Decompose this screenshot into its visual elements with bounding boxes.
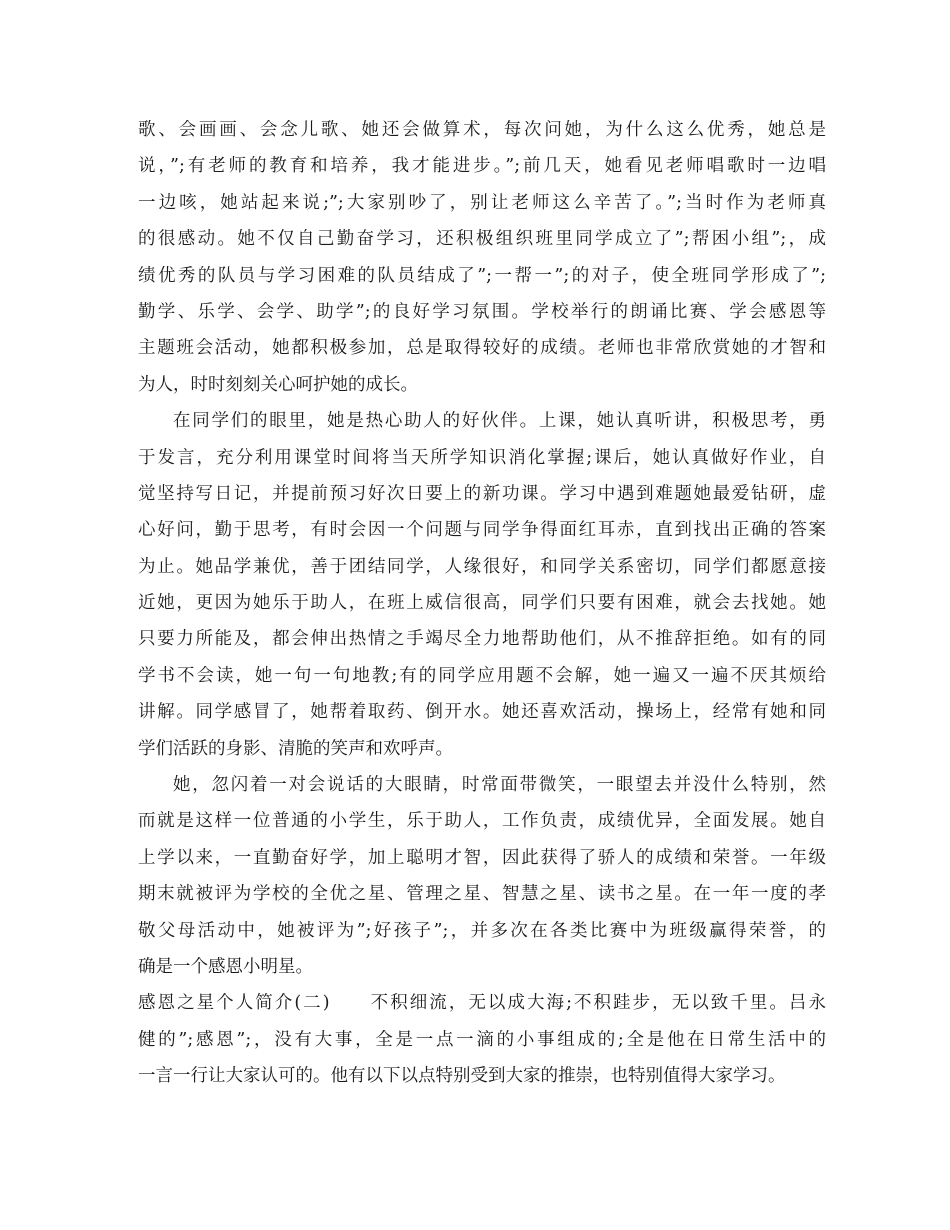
text-line: 一言一行让大家认可的。他有以下以点特别受到大家的推崇，也特别值得大家学习。 bbox=[138, 1066, 786, 1087]
text-line: 主题班会活动，她都积极参加，总是取得较好的成绩。老师也非常欣赏她的才智和 bbox=[138, 338, 826, 359]
text-line: 健的”;感恩”;，没有大事，全是一点一滴的小事组成的;全是他在日常生活中的 bbox=[138, 1029, 826, 1050]
paragraph bbox=[138, 403, 826, 767]
text-line: 期末就被评为学校的全优之星、管理之星、智慧之星、读书之星。在一年一度的孝 bbox=[138, 884, 826, 905]
paragraph bbox=[138, 112, 826, 403]
text-line: 歌、会画画、会念儿歌、她还会做算术，每次问她，为什么这么优秀，她总是 bbox=[138, 120, 826, 140]
text-line: 学们活跃的身影、清脆的笑声和欢呼声。 bbox=[138, 738, 453, 759]
text-line: 觉坚持写日记，并提前预习好次日要上的新功课。学习中遇到难题她最爱钻研，虚 bbox=[138, 483, 826, 504]
text-line: 的很感动。她不仅自己勤奋学习，还积极组织班里同学成立了”;帮困小组”;，成 bbox=[138, 229, 826, 250]
text-line: 只要力所能及，都会伸出热情之手竭尽全力地帮助他们，从不推辞拒绝。如有的同 bbox=[138, 629, 826, 650]
text-line: 敬父母活动中，她被评为”;好孩子”;，并多次在各类比赛中为班级赢得荣誉，的 bbox=[138, 920, 826, 941]
paragraph bbox=[138, 767, 826, 985]
text-line: 她，忽闪着一对会说话的大眼睛，时常面带微笑，一眼望去并没什么特别，然 bbox=[173, 775, 826, 796]
text-line: 勤学、乐学、会学、助学”;的良好学习氛围。学校举行的朗诵比赛、学会感恩等 bbox=[138, 301, 826, 322]
text-line: 在同学们的眼里，她是热心助人的好伙伴。上课，她认真听讲，积极思考，勇 bbox=[173, 411, 826, 432]
text-line: 为止。她品学兼优，善于团结同学，人缘很好，和同学关系密切，同学们都愿意接 bbox=[138, 556, 826, 577]
text-line: 为人，时时刻刻关心呵护她的成长。 bbox=[138, 374, 418, 395]
text-line: 确是一个感恩小明星。 bbox=[138, 956, 313, 977]
text-line: 说，”;有老师的教育和培养，我才能进步。”;前几天，她看见老师唱歌时一边唱 bbox=[138, 156, 826, 177]
text-line: 上学以来，一直勤奋好学，加上聪明才智，因此获得了骄人的成绩和荣誉。一年级 bbox=[138, 847, 826, 868]
text-line: 于发言，充分利用课堂时间将当天所学知识消化掌握;课后，她认真做好作业，自 bbox=[138, 447, 826, 468]
text-line: 近她，更因为她乐于助人，在班上威信很高，同学们只要有困难，就会去找她。她 bbox=[138, 593, 826, 614]
text-line: 讲解。同学感冒了，她帮着取药、倒开水。她还喜欢活动，操场上，经常有她和同 bbox=[138, 702, 826, 723]
text-line: 绩优秀的队员与学习困难的队员结成了”;一帮一”;的对子，使全班同学形成了”; bbox=[138, 265, 826, 286]
paragraph bbox=[138, 985, 826, 1094]
text-line: 一边咳，她站起来说;”;大家别吵了，别让老师这么辛苦了。”;当时作为老师真 bbox=[138, 192, 826, 213]
document-page bbox=[138, 112, 826, 1095]
text-line: 感恩之星个人简介(二) 不积细流，无以成大海;不积跬步，无以致千里。吕永 bbox=[138, 993, 826, 1014]
text-line: 学书不会读，她一句一句地教;有的同学应用题不会解，她一遍又一遍不厌其烦给 bbox=[138, 665, 826, 686]
text-line: 心好问，勤于思考，有时会因一个问题与同学争得面红耳赤，直到找出正确的答案 bbox=[138, 520, 826, 541]
text-line: 而就是这样一位普通的小学生，乐于助人，工作负责，成绩优异，全面发展。她自 bbox=[138, 811, 826, 832]
